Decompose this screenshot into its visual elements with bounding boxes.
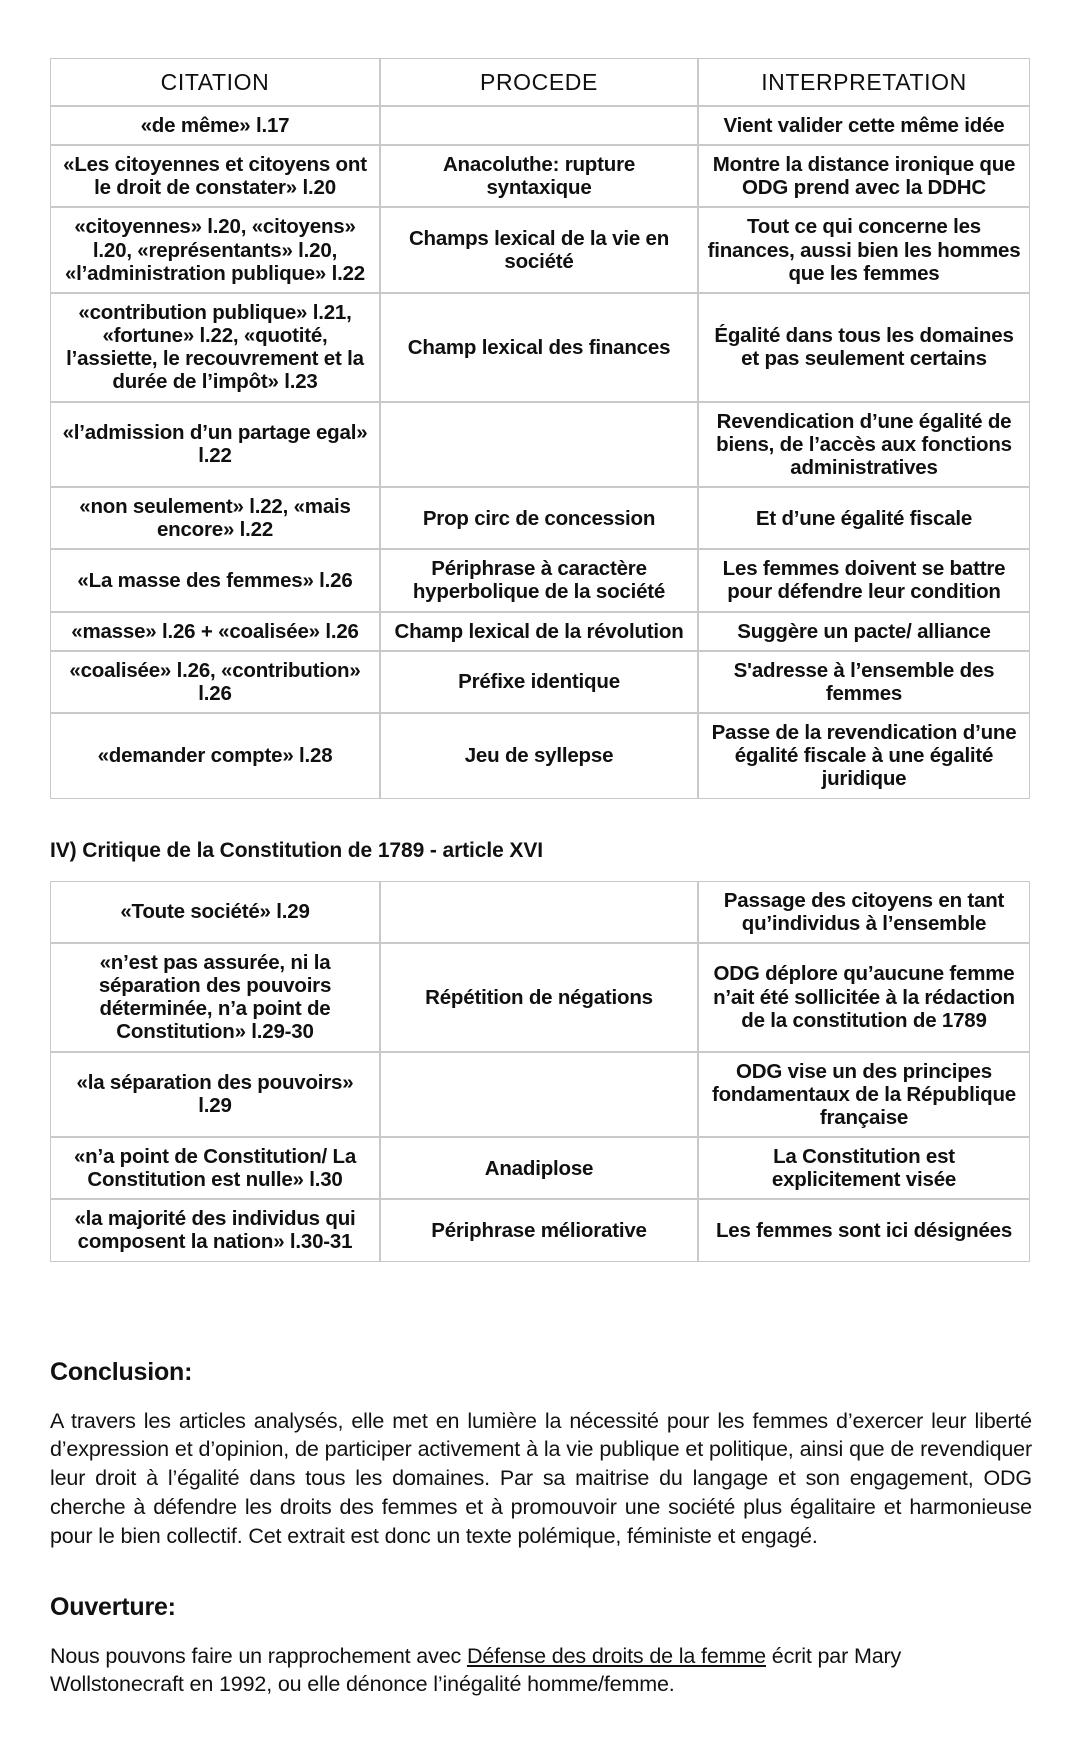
cell-procede: Anadiplose (380, 1137, 698, 1199)
cell-interpretation: ODG déplore qu’aucune femme n’ait été sollicitée à la rédaction de la constitution de 1789 (698, 943, 1030, 1052)
section-heading-iv: IV) Critique de la Constitution de 1789 - article XVI (50, 838, 543, 862)
cell-citation: «Toute société» l.29 (50, 881, 380, 943)
cell-procede: Champs lexical de la vie en société (380, 207, 698, 292)
table-row (50, 549, 1030, 611)
table-row (50, 207, 1030, 292)
table-row (50, 402, 1030, 487)
ouverture-paragraph (50, 1642, 1032, 1700)
citation-analysis-table-article-xvi (50, 881, 1030, 1262)
cell-procede (380, 881, 698, 943)
cell-procede (380, 106, 698, 145)
cell-interpretation: Tout ce qui concerne les finances, aussi bien les hommes que les femmes (698, 207, 1030, 292)
table-header-row (50, 58, 1030, 106)
column-header-interpretation: INTERPRETATION (698, 58, 1030, 106)
cell-procede: Prop circ de concession (380, 487, 698, 549)
cell-interpretation: La Constitution est explicitement visée (698, 1137, 1030, 1199)
cell-interpretation: Et d’une égalité fiscale (698, 487, 1030, 549)
table-row (50, 713, 1030, 798)
cell-interpretation: Revendication d’une égalité de biens, de l’accès aux fonctions administratives (698, 402, 1030, 487)
cell-citation: «la majorité des individus qui composent la nation» l.30-31 (50, 1199, 380, 1261)
ouverture-text-after: écrit par Mary Wollstonecraft en 1992, ou elle dénonce l’inégalité homme/femme. (50, 1643, 902, 1697)
table-row (50, 943, 1030, 1052)
ouverture-title: Ouverture: (50, 1592, 176, 1621)
cell-citation: «demander compte» l.28 (50, 713, 380, 798)
conclusion-paragraph: A travers les articles analysés, elle met en lumière la nécessité pour les femmes d’exercer leur liberté d’expression et d’opinion, de participer activement à la vie publique et politique, ainsi que de revendiquer leur droit à l’égalité dans tous les domaines. Par sa maitrise du langage et son engagement, ODG cherche à défendre les droits des femmes et à promouvoir une société plus égalitaire et harmonieuse pour le bien collectif. Cet extrait est donc un texte polémique, féministe et engagé. (50, 1408, 1032, 1548)
cell-procede: Préfixe identique (380, 651, 698, 713)
cell-interpretation: Montre la distance ironique que ODG prend avec la DDHC (698, 145, 1030, 207)
table-row (50, 651, 1030, 713)
cell-procede: Champ lexical de la révolution (380, 612, 698, 651)
cell-interpretation: Vient valider cette même idée (698, 106, 1030, 145)
cell-citation: «coalisée» l.26, «contribution» l.26 (50, 651, 380, 713)
cell-interpretation: Égalité dans tous les domaines et pas seulement certains (698, 293, 1030, 402)
table-row (50, 145, 1030, 207)
cell-interpretation: Passage des citoyens en tant qu’individus à l’ensemble (698, 881, 1030, 943)
cell-interpretation: Les femmes sont ici désignées (698, 1199, 1030, 1261)
citation-analysis-table-previous-articles (50, 58, 1030, 799)
document-page (0, 58, 1080, 1759)
cell-interpretation: Suggère un pacte/ alliance (698, 612, 1030, 651)
cell-procede (380, 402, 698, 487)
cell-procede (380, 1052, 698, 1137)
conclusion-title: Conclusion: (50, 1357, 193, 1386)
cell-interpretation: Les femmes doivent se battre pour défendre leur condition (698, 549, 1030, 611)
cell-citation: «n’a point de Constitution/ La Constitution est nulle» l.30 (50, 1137, 380, 1199)
cell-citation: «de même» l.17 (50, 106, 380, 145)
table-row (50, 612, 1030, 651)
cell-citation: «citoyennes» l.20, «citoyens» l.20, «représentants» l.20, «l’administration publique» l.22 (50, 207, 380, 292)
cell-procede: Périphrase à caractère hyperbolique de la société (380, 549, 698, 611)
column-header-citation: CITATION (50, 58, 380, 106)
cell-citation: «La masse des femmes» l.26 (50, 549, 380, 611)
referenced-book-title: Défense des droits de la femme (466, 1643, 766, 1668)
cell-citation: «la séparation des pouvoirs» l.29 (50, 1052, 380, 1137)
cell-procede: Périphrase méliorative (380, 1199, 698, 1261)
cell-citation: «n’est pas assurée, ni la séparation des pouvoirs déterminée, n’a point de Constitution» l.29-30 (50, 943, 380, 1052)
cell-procede: Jeu de syllepse (380, 713, 698, 798)
column-header-procede: PROCEDE (380, 58, 698, 106)
cell-procede: Champ lexical des finances (380, 293, 698, 402)
cell-procede: Anacoluthe: rupture syntaxique (380, 145, 698, 207)
table-row (50, 293, 1030, 402)
cell-procede: Répétition de négations (380, 943, 698, 1052)
cell-citation: «non seulement» l.22, «mais encore» l.22 (50, 487, 380, 549)
table-row (50, 106, 1030, 145)
cell-citation: «l’admission d’un partage egal» l.22 (50, 402, 380, 487)
cell-citation: «masse» l.26 + «coalisée» l.26 (50, 612, 380, 651)
cell-interpretation: ODG vise un des principes fondamentaux de la République française (698, 1052, 1030, 1137)
cell-citation: «contribution publique» l.21, «fortune» l.22, «quotité, l’assiette, le recouvrement et la durée de l’impôt» l.23 (50, 293, 380, 402)
cell-citation: «Les citoyennes et citoyens ont le droit de constater» l.20 (50, 145, 380, 207)
page-bottom-spacer (0, 1699, 1080, 1759)
cell-interpretation: S'adresse à l’ensemble des femmes (698, 651, 1030, 713)
table-row (50, 1199, 1030, 1261)
table-row (50, 487, 1030, 549)
table-row (50, 881, 1030, 943)
cell-interpretation: Passe de la revendication d’une égalité fiscale à une égalité juridique (698, 713, 1030, 798)
table-row (50, 1052, 1030, 1137)
ouverture-text-before: Nous pouvons faire un rapprochement avec (50, 1643, 467, 1668)
table-row (50, 1137, 1030, 1199)
